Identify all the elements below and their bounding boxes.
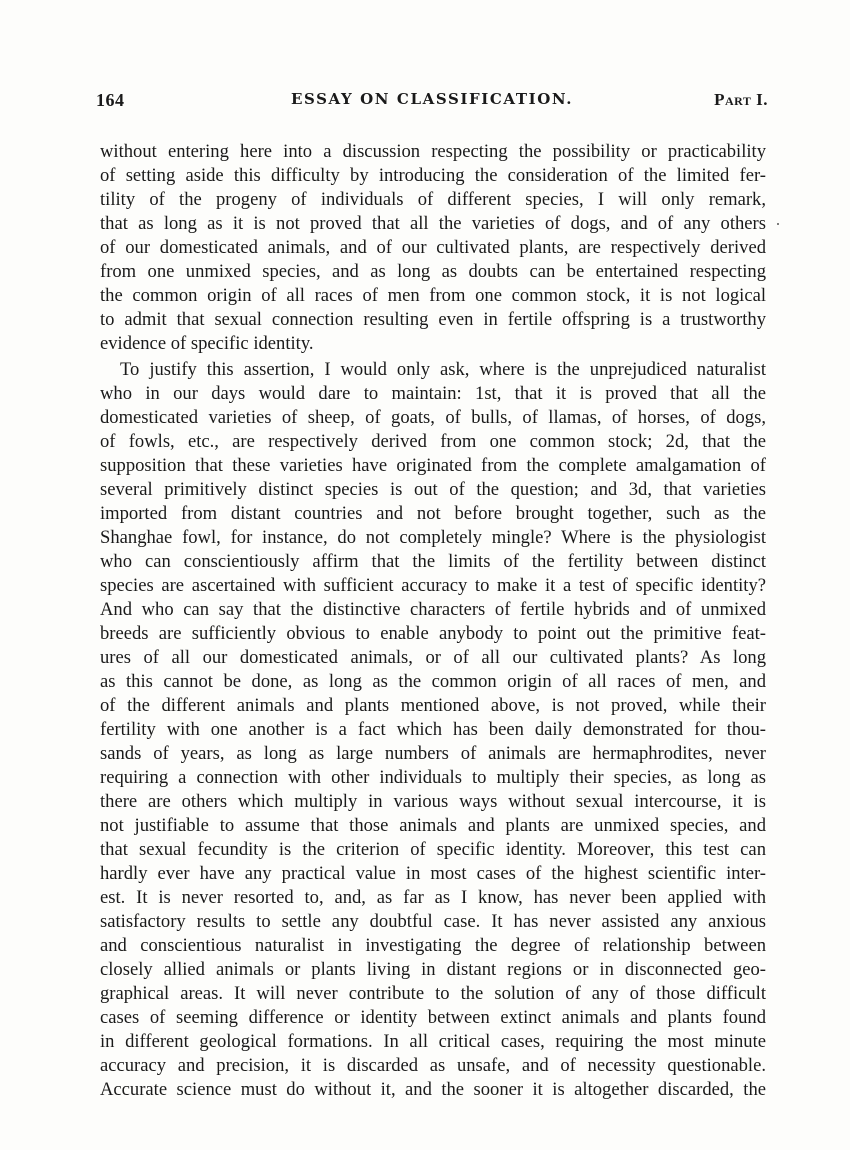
text-line: Shanghae fowl, for instance, do not completely mingle? Where is the physiologist bbox=[100, 527, 766, 548]
text-line: And who can say that the distinctive characters of fertile hybrids and of unmixed bbox=[100, 599, 766, 620]
scan-speck bbox=[777, 223, 779, 225]
page-number: 164 bbox=[96, 90, 125, 110]
text-line: tility of the progeny of individuals of different species, I will only remark, bbox=[100, 189, 766, 210]
text-line: there are others which multiply in various ways without sexual intercourse, it is bbox=[100, 791, 766, 812]
text-line: fertility with one another is a fact which has been daily demonstrated for thou- bbox=[100, 719, 766, 740]
text-line: that sexual fecundity is the criterion of specific identity. Moreover, this test can bbox=[100, 839, 766, 860]
text-line: who can conscientiously affirm that the limits of the fertility between distinct bbox=[100, 551, 766, 572]
text-line: of the different animals and plants mentioned above, is not proved, while their bbox=[100, 695, 766, 716]
text-line: supposition that these varieties have originated from the complete amalgamation of bbox=[100, 455, 766, 476]
text-line: est. It is never resorted to, and, as far as I know, has never been applied with bbox=[100, 887, 766, 908]
text-line: satisfactory results to settle any doubtful case. It has never assisted any anxious bbox=[100, 911, 766, 932]
text-line: without entering here into a discussion respecting the possibility or practicability bbox=[100, 141, 766, 162]
text-line: ures of all our domesticated animals, or of all our cultivated plants? As long bbox=[100, 647, 766, 668]
text-line: of our domesticated animals, and of our cultivated plants, are respectively derived bbox=[100, 237, 766, 258]
text-line: species are ascertained with sufficient accuracy to make it a test of specific identity? bbox=[100, 575, 766, 596]
text-line: of setting aside this difficulty by introducing the consideration of the limited fer- bbox=[100, 165, 766, 186]
text-line: To justify this assertion, I would only ask, where is the unprejudiced naturalist bbox=[120, 359, 766, 380]
text-line: cases of seeming difference or identity between extinct animals and plants found bbox=[100, 1007, 766, 1028]
text-line: sands of years, as long as large numbers of animals are hermaphrodites, never bbox=[100, 743, 766, 764]
text-line: Accurate science must do without it, and the sooner it is altogether discarded, the bbox=[100, 1079, 766, 1100]
text-line: breeds are sufficiently obvious to enable anybody to point out the primitive feat- bbox=[100, 623, 766, 644]
running-head bbox=[96, 90, 768, 114]
text-line: hardly ever have any practical value in most cases of the highest scientific inter- bbox=[100, 863, 766, 884]
text-line: several primitively distinct species is out of the question; and 3d, that varieties bbox=[100, 479, 766, 500]
text-line: graphical areas. It will never contribute to the solution of any of those difficult bbox=[100, 983, 766, 1004]
text-line: of fowls, etc., are respectively derived from one common stock; 2d, that the bbox=[100, 431, 766, 452]
text-line: who in our days would dare to maintain: 1st, that it is proved that all the bbox=[100, 383, 766, 404]
text-line: closely allied animals or plants living in distant regions or in disconnected geo- bbox=[100, 959, 766, 980]
text-line: domesticated varieties of sheep, of goats, of bulls, of llamas, of horses, of dogs, bbox=[100, 407, 766, 428]
text-line: imported from distant countries and not before brought together, such as the bbox=[100, 503, 766, 524]
text-line: and conscientious naturalist in investigating the degree of relationship between bbox=[100, 935, 766, 956]
text-line: in different geological formations. In all critical cases, requiring the most minute bbox=[100, 1031, 766, 1052]
text-line: that as long as it is not proved that all the varieties of dogs, and of any others bbox=[100, 213, 766, 234]
part-label: Part I. bbox=[714, 90, 768, 109]
text-line: from one unmixed species, and as long as doubts can be entertained respecting bbox=[100, 261, 766, 282]
running-title: ESSAY ON CLASSIFICATION. bbox=[290, 90, 574, 108]
text-line: to admit that sexual connection resulting even in fertile offspring is a trustworthy bbox=[100, 309, 766, 330]
text-line: evidence of specific identity. bbox=[100, 333, 314, 354]
text-line: the common origin of all races of men from one common stock, it is not logical bbox=[100, 285, 766, 306]
text-line: as this cannot be done, as long as the common origin of all races of men, and bbox=[100, 671, 766, 692]
text-line: accuracy and precision, it is discarded as unsafe, and of necessity questionable. bbox=[100, 1055, 766, 1076]
text-line: not justifiable to assume that those animals and plants are unmixed species, and bbox=[100, 815, 766, 836]
text-line: requiring a connection with other individuals to multiply their species, as long as bbox=[100, 767, 766, 788]
